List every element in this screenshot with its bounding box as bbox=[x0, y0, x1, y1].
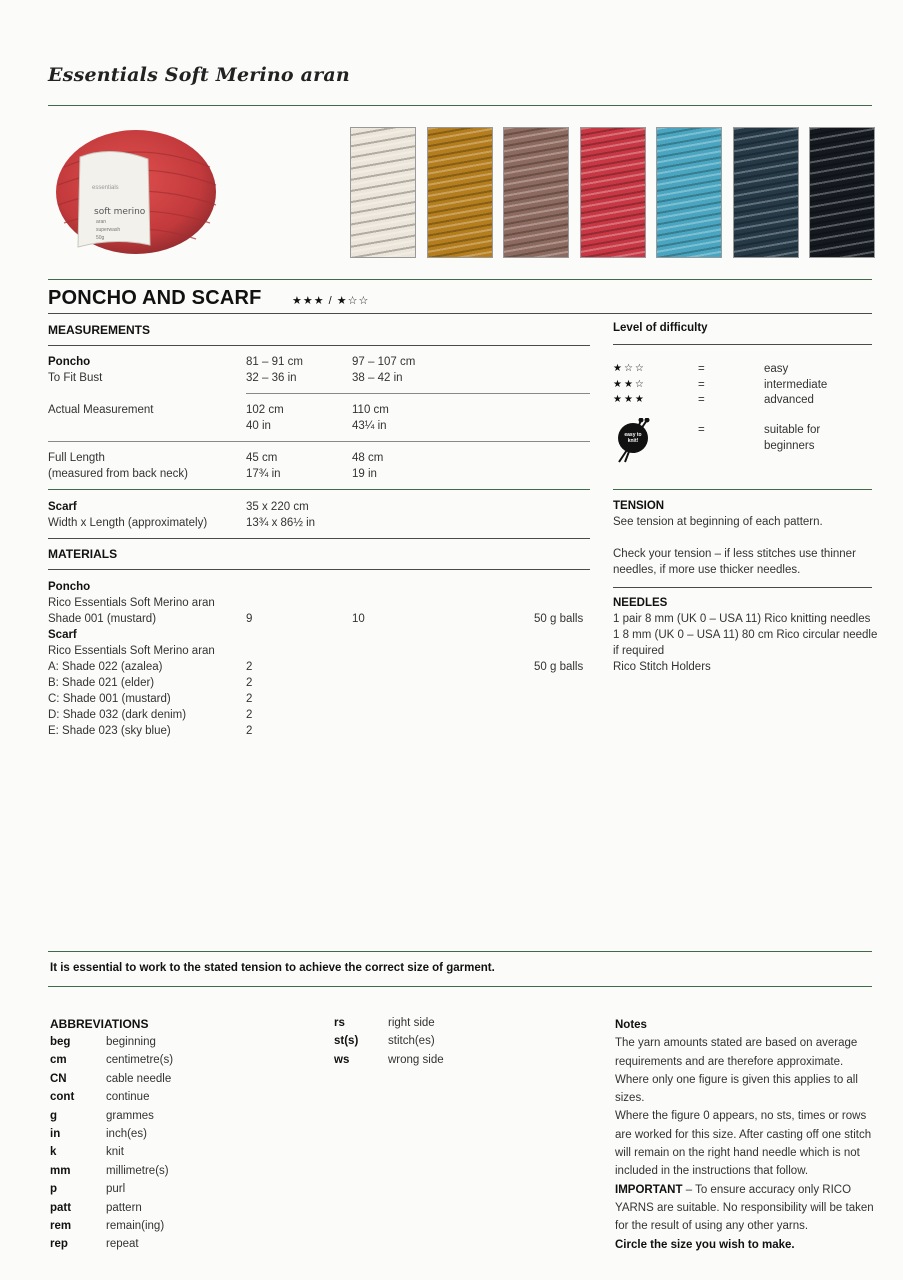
yarn-swatch-mustard bbox=[427, 127, 493, 258]
notes-line: included in the instructions that follow. bbox=[615, 1165, 809, 1178]
poncho-qty-size1: 9 bbox=[246, 613, 253, 625]
abbreviation-term: rep bbox=[50, 1238, 68, 1251]
needles-line: Rico Stitch Holders bbox=[613, 661, 711, 673]
materials-poncho-shade: Shade 001 (mustard) bbox=[48, 613, 157, 625]
scarf-shade-list bbox=[48, 659, 215, 739]
important-line: YARNS are suitable. No responsibility will be taken bbox=[615, 1201, 874, 1214]
scarf-shade-label: B: Shade 021 (elder) bbox=[48, 677, 155, 689]
ball-label-grams: 50g bbox=[96, 235, 105, 241]
fit-bust-size2-in: 38 – 42 in bbox=[352, 372, 403, 384]
notes-line: sizes. bbox=[615, 1092, 645, 1105]
ball-label-weight: aran bbox=[96, 219, 107, 225]
length-size2-in: 19 in bbox=[352, 468, 377, 480]
actual-size1-in: 40 in bbox=[246, 420, 271, 432]
abbreviation-meaning: pattern bbox=[106, 1201, 142, 1214]
materials-poncho-label: Poncho bbox=[48, 581, 91, 593]
brand-title: Essentials Soft Merino aran bbox=[48, 64, 350, 86]
notes-block bbox=[615, 1016, 874, 1254]
length-size1-cm: 45 cm bbox=[246, 452, 278, 464]
abbreviation-meaning: inch(es) bbox=[106, 1128, 147, 1140]
length-size2-cm: 48 cm bbox=[352, 452, 384, 464]
needles-heading: NEEDLES bbox=[613, 597, 668, 609]
notes-heading: Notes bbox=[615, 1019, 647, 1031]
important-text: – To ensure accuracy only RICO bbox=[682, 1183, 852, 1196]
abbreviation-term: g bbox=[50, 1109, 58, 1122]
poncho-label: Poncho bbox=[48, 356, 91, 368]
note-bottom-divider bbox=[48, 986, 872, 987]
length-size1-in: 17¾ in bbox=[246, 468, 281, 480]
scarf-shade-qty: 2 bbox=[246, 661, 253, 673]
full-length-sub: (measured from back neck) bbox=[48, 468, 188, 480]
difficulty-equals: = bbox=[698, 363, 705, 375]
scarf-size-cm: 35 x 220 cm bbox=[246, 501, 309, 513]
notes-line: Where the figure 0 appears, no sts, times or rows bbox=[615, 1110, 867, 1123]
notes-line: Where only one figure is given this applies to all bbox=[615, 1073, 858, 1086]
note-top-divider bbox=[48, 951, 872, 952]
badge-text: easy to knit! bbox=[624, 432, 642, 444]
yarn-ball-image bbox=[50, 127, 218, 257]
notes-line: The yarn amounts stated are based on average bbox=[615, 1037, 858, 1050]
abbreviation-term: in bbox=[50, 1128, 61, 1140]
materials-scarf-label: Scarf bbox=[48, 629, 77, 641]
yarn-swatch-cream bbox=[350, 127, 416, 258]
badge-label-2: beginners bbox=[764, 440, 815, 452]
scarf-shade-qty: 2 bbox=[246, 709, 253, 721]
yarn-swatch-black bbox=[809, 127, 875, 258]
notes-line: requirements and are therefore approximate. bbox=[615, 1055, 844, 1068]
tension-heading: TENSION bbox=[613, 500, 665, 512]
difficulty-label: easy bbox=[764, 363, 789, 375]
abbreviation-meaning: continue bbox=[106, 1091, 150, 1104]
header-divider bbox=[48, 105, 872, 106]
scarf-shade-qty: 2 bbox=[246, 693, 253, 705]
abbreviation-term: st(s) bbox=[334, 1035, 359, 1048]
yarn-swatch-sky-blue bbox=[656, 127, 722, 258]
poncho-qty-size2: 10 bbox=[352, 613, 365, 625]
tension-line1: See tension at beginning of each pattern. bbox=[613, 516, 823, 528]
abbreviation-term: rs bbox=[334, 1017, 345, 1029]
scarf-shade-label: C: Shade 001 (mustard) bbox=[48, 693, 171, 705]
tension-line3: needles, if more use thicker needles. bbox=[613, 564, 801, 576]
yarn-swatch-elder bbox=[503, 127, 569, 258]
scarf-qty-unit: 50 g balls bbox=[534, 661, 584, 673]
tension-top-divider bbox=[613, 489, 872, 490]
fit-bust-label: To Fit Bust bbox=[48, 372, 103, 384]
scarf-dimensions-label: Width x Length (approximately) bbox=[48, 517, 208, 529]
abbreviation-term: ws bbox=[334, 1053, 350, 1066]
needles-line: 1 8 mm (UK 0 – USA 11) 80 cm Rico circular needle bbox=[613, 629, 878, 641]
notes-line: are worked for this size. After casting off one stitch bbox=[615, 1128, 872, 1141]
actual-size1-cm: 102 cm bbox=[246, 404, 284, 416]
abbreviation-meaning: wrong side bbox=[388, 1053, 444, 1066]
title-bottom-divider bbox=[48, 313, 872, 314]
abbreviation-term: k bbox=[50, 1146, 57, 1159]
badge-equals: = bbox=[698, 424, 705, 436]
abbreviation-meaning: purl bbox=[106, 1183, 126, 1196]
scarf-label: Scarf bbox=[48, 501, 77, 513]
page-title: PONCHO AND SCARF bbox=[48, 287, 262, 309]
materials-heading: MATERIALS bbox=[48, 547, 118, 561]
materials-poncho-yarn: Rico Essentials Soft Merino aran bbox=[48, 597, 215, 609]
circle-size-instruction: Circle the size you wish to make. bbox=[615, 1238, 795, 1251]
abbreviation-term: p bbox=[50, 1183, 58, 1196]
scarf-shade-label: D: Shade 032 (dark denim) bbox=[48, 709, 187, 721]
measurements-heading: MEASUREMENTS bbox=[48, 323, 151, 337]
difficulty-heading: Level of difficulty bbox=[613, 322, 708, 334]
abbreviation-meaning: repeat bbox=[106, 1238, 139, 1251]
scarf-shade-qty: 2 bbox=[246, 677, 253, 689]
difficulty-label: advanced bbox=[764, 394, 814, 406]
important-label: IMPORTANT bbox=[615, 1183, 683, 1196]
fit-bust-size1-in: 32 – 36 in bbox=[246, 372, 297, 384]
abbreviation-meaning: remain(ing) bbox=[106, 1220, 165, 1232]
row-divider bbox=[246, 393, 590, 394]
scarf-shade-label: A: Shade 022 (azalea) bbox=[48, 661, 163, 673]
poncho-qty-unit: 50 g balls bbox=[534, 613, 584, 625]
materials-scarf-yarn: Rico Essentials Soft Merino aran bbox=[48, 645, 215, 657]
ball-label-name: soft merino bbox=[94, 207, 146, 217]
actual-size2-in: 43¼ in bbox=[352, 420, 387, 432]
difficulty-stars-icon: ★★★ bbox=[613, 394, 646, 405]
scarf-shade-qty: 2 bbox=[246, 725, 253, 737]
full-length-label: Full Length bbox=[48, 452, 105, 464]
difficulty-equals: = bbox=[698, 394, 705, 406]
actual-size2-cm: 110 cm bbox=[352, 404, 389, 416]
difficulty-stars-icon: ★★☆ bbox=[613, 378, 646, 390]
ball-label-superwash: superwash bbox=[96, 227, 121, 233]
row-divider bbox=[48, 489, 590, 490]
abbreviation-term: rem bbox=[50, 1220, 72, 1232]
scarf-shade-label: E: Shade 023 (sky blue) bbox=[48, 725, 171, 737]
abbreviation-term: CN bbox=[50, 1072, 67, 1085]
essential-tension-note: It is essential to work to the stated tension to achieve the correct size of garment. bbox=[50, 962, 495, 974]
abbreviation-meaning: centimetre(s) bbox=[106, 1054, 174, 1067]
title-top-divider bbox=[48, 279, 872, 280]
fit-bust-size1-cm: 81 – 91 cm bbox=[246, 356, 303, 368]
materials-divider bbox=[48, 569, 590, 570]
row-divider bbox=[48, 538, 590, 539]
difficulty-label: intermediate bbox=[764, 378, 828, 391]
scarf-qty-list bbox=[246, 659, 252, 739]
abbreviation-meaning: cable needle bbox=[106, 1072, 172, 1085]
abbreviations-heading: ABBREVIATIONS bbox=[50, 1017, 149, 1031]
badge-label-1: suitable for bbox=[764, 424, 821, 436]
yarn-swatch-azalea bbox=[580, 127, 646, 258]
difficulty-stars-icon: ★☆☆ bbox=[613, 363, 646, 374]
important-line: for the result of using any other yarns. bbox=[615, 1220, 809, 1233]
difficulty-equals: = bbox=[698, 378, 705, 391]
difficulty-stars: ★★★ / ★☆☆ bbox=[292, 295, 370, 307]
needles-line: if required bbox=[613, 645, 665, 657]
notes-line: will remain on the right hand needle which is not bbox=[615, 1147, 860, 1160]
difficulty-divider bbox=[613, 344, 872, 345]
row-divider bbox=[48, 441, 590, 442]
abbreviation-term: cont bbox=[50, 1091, 75, 1104]
abbreviation-meaning: knit bbox=[106, 1146, 124, 1159]
abbreviation-meaning: grammes bbox=[106, 1109, 154, 1122]
actual-measurement-label: Actual Measurement bbox=[48, 404, 154, 416]
needles-line: 1 pair 8 mm (UK 0 – USA 11) Rico knitting needles bbox=[613, 613, 871, 625]
yarn-swatch-dark-denim bbox=[733, 127, 799, 258]
abbreviation-term: cm bbox=[50, 1054, 67, 1067]
abbreviation-term: beg bbox=[50, 1036, 71, 1048]
abbreviation-meaning: millimetre(s) bbox=[106, 1164, 169, 1177]
needles-top-divider bbox=[613, 587, 872, 588]
abbreviation-meaning: stitch(es) bbox=[388, 1035, 435, 1048]
abbreviation-term: mm bbox=[50, 1164, 71, 1177]
scarf-size-in: 13¾ x 86½ in bbox=[246, 517, 316, 529]
abbreviation-meaning: right side bbox=[388, 1017, 435, 1029]
fit-bust-size2-cm: 97 – 107 cm bbox=[352, 356, 416, 368]
abbreviation-term: patt bbox=[50, 1201, 72, 1214]
abbreviation-meaning: beginning bbox=[106, 1036, 156, 1048]
ball-label-brand: essentials bbox=[92, 185, 119, 191]
measurements-divider bbox=[48, 345, 590, 346]
tension-line2: Check your tension – if less stitches use thinner bbox=[613, 548, 856, 560]
easy-to-knit-badge bbox=[613, 418, 653, 464]
